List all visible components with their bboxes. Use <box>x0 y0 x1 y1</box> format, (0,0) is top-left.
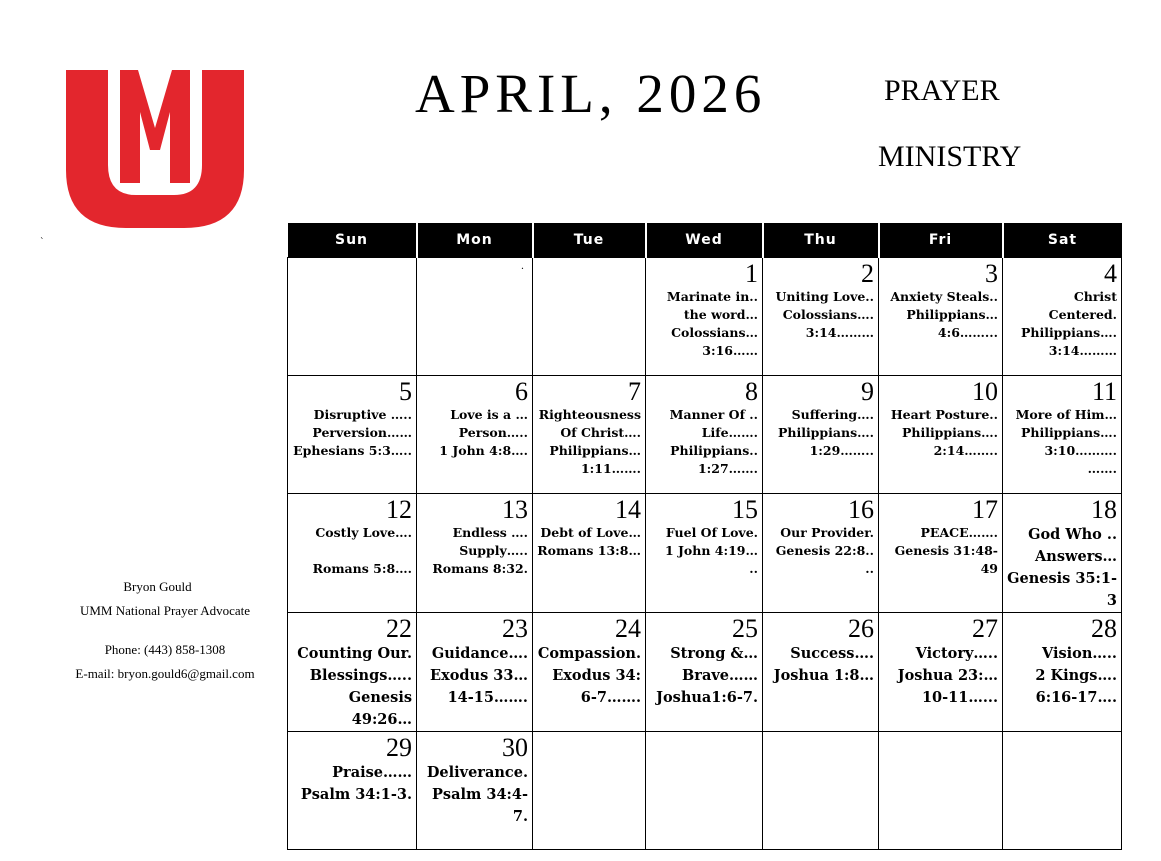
calendar-day-cell <box>763 613 879 732</box>
calendar-day-cell <box>288 732 417 850</box>
day-number: 14 <box>615 495 641 524</box>
day-number: 1 <box>745 259 758 288</box>
day-devotion-text: Uniting Love.. Colossians…. 3:14……… <box>775 289 874 340</box>
calendar-day-cell <box>879 613 1003 732</box>
calendar-day-cell <box>763 376 879 494</box>
calendar-day-cell <box>1003 494 1122 613</box>
weekday-sat: Sat <box>1003 223 1122 258</box>
day-devotion-text: Success…. Joshua 1:8… <box>773 645 874 684</box>
day-devotion-text: Guidance…. Exodus 33… 14-15……. <box>430 645 528 706</box>
day-number: 15 <box>732 495 758 524</box>
day-number: 10 <box>972 377 998 406</box>
calendar-day-cell <box>533 732 646 850</box>
calendar-week-row <box>288 732 1122 850</box>
day-devotion-text: Strong &… Brave…… Joshua1:6-7. <box>656 645 758 706</box>
day-devotion-text: Victory….. Joshua 23:… 10-11…... <box>897 645 998 706</box>
calendar-day-cell <box>1003 258 1122 376</box>
day-number: 18 <box>1091 495 1117 524</box>
day-devotion-text: Compassion. Exodus 34: 6-7……. <box>537 645 641 706</box>
day-devotion-text: Christ Centered. Philippians…. 3:14……… <box>1020 289 1117 358</box>
day-devotion-text: Our Provider. Genesis 22:8.. .. <box>775 525 874 576</box>
contact-email: E-mail: bryon.gould6@gmail.com <box>75 666 255 681</box>
calendar-day-cell <box>879 732 1003 850</box>
calendar-day-cell <box>288 613 417 732</box>
day-number: 8 <box>745 377 758 406</box>
weekday-thu: Thu <box>763 223 879 258</box>
day-devotion-text: Endless …. Supply….. Romans 8:32. <box>432 525 528 576</box>
calendar-day-cell <box>879 258 1003 376</box>
calendar-week-row <box>288 376 1122 494</box>
weekday-tue: Tue <box>533 223 646 258</box>
calendar-day-cell <box>646 494 763 613</box>
day-number: 3 <box>985 259 998 288</box>
calendar-day-cell <box>533 258 646 376</box>
day-number: 13 <box>502 495 528 524</box>
calendar-day-cell <box>417 376 533 494</box>
calendar-day-cell <box>646 613 763 732</box>
calendar-week-row <box>288 613 1122 732</box>
calendar-day-cell <box>417 494 533 613</box>
day-number: 2 <box>861 259 874 288</box>
contact-block <box>40 575 290 686</box>
ministry-title-line2: MINISTRY <box>878 140 1022 173</box>
day-number: 9 <box>861 377 874 406</box>
calendar-day-cell <box>533 494 646 613</box>
day-number: 4 <box>1104 259 1117 288</box>
day-devotion-text: Righteousness Of Christ…. Philippians… 1:11……. <box>538 407 641 476</box>
umm-logo <box>66 70 244 228</box>
calendar-grid <box>287 223 1122 850</box>
calendar-day-cell <box>417 613 533 732</box>
weekday-wed: Wed <box>646 223 763 258</box>
calendar-day-cell <box>763 258 879 376</box>
calendar-day-cell <box>288 258 417 376</box>
day-number: 25 <box>732 614 758 643</box>
day-number: 7 <box>628 377 641 406</box>
day-number: 12 <box>386 495 412 524</box>
day-devotion-text: Marinate in.. the word… Colossians… 3:16…… <box>666 289 758 358</box>
calendar-day-cell <box>1003 613 1122 732</box>
day-devotion-text: Heart Posture.. Philippians…. 2:14…….. <box>890 407 998 458</box>
calendar-day-cell <box>417 258 533 376</box>
day-number: 11 <box>1091 377 1117 406</box>
weekday-header-row <box>288 223 1122 258</box>
day-devotion-text: More of Him… Philippians…. 3:10………. ……. <box>1015 407 1117 476</box>
day-devotion-text: Counting Our. Blessings….. Genesis 49:26… <box>297 645 412 728</box>
day-number: 16 <box>848 495 874 524</box>
day-devotion-text: Debt of Love… Romans 13:8… <box>537 525 641 558</box>
stray-dot: . <box>520 261 524 272</box>
day-number: 26 <box>848 614 874 643</box>
calendar-day-cell <box>417 732 533 850</box>
day-devotion-text: God Who .. Answers… Genesis 35:1-3 <box>1007 526 1117 609</box>
calendar-day-cell <box>879 494 1003 613</box>
weekday-fri: Fri <box>879 223 1003 258</box>
calendar-day-cell <box>646 376 763 494</box>
day-number: 5 <box>399 377 412 406</box>
calendar-day-cell <box>1003 732 1122 850</box>
calendar-day-cell <box>533 376 646 494</box>
contact-name: Bryon Gould <box>123 579 192 594</box>
month-title: APRIL, 2026 <box>415 63 767 124</box>
calendar-week-row <box>288 258 1122 376</box>
day-number: 22 <box>386 614 412 643</box>
stray-mark: ` <box>40 238 45 248</box>
day-devotion-text: Anxiety Steals.. Philippians… 4:6……... <box>890 289 998 340</box>
ministry-title-line1: PRAYER <box>884 74 1000 107</box>
day-devotion-text: Deliverance. Psalm 34:4-7. <box>426 764 528 825</box>
calendar-day-cell <box>763 494 879 613</box>
day-number: 23 <box>502 614 528 643</box>
day-devotion-text: PEACE……. Genesis 31:48-49 <box>894 525 998 576</box>
day-number: 27 <box>972 614 998 643</box>
day-devotion-text: Disruptive ….. Perversion…… Ephesians 5:3….. <box>293 407 412 458</box>
day-number: 30 <box>502 733 528 762</box>
day-devotion-text: Suffering…. Philippians…. 1:29…….. <box>777 407 874 458</box>
calendar-day-cell <box>879 376 1003 494</box>
calendar-day-cell <box>646 732 763 850</box>
day-devotion-text: Praise…… Psalm 34:1-3. <box>300 764 412 803</box>
weekday-sun: Sun <box>288 223 417 258</box>
calendar-weeks <box>288 258 1122 850</box>
weekday-mon: Mon <box>417 223 533 258</box>
calendar-day-cell <box>646 258 763 376</box>
day-number: 29 <box>386 733 412 762</box>
calendar-day-cell <box>1003 376 1122 494</box>
calendar-week-row <box>288 494 1122 613</box>
day-devotion-text: Costly Love…. Romans 5:8…. <box>312 525 412 576</box>
day-devotion-text: Love is a … Person….. 1 John 4:8…. <box>439 407 528 458</box>
calendar-day-cell <box>763 732 879 850</box>
contact-phone: Phone: (443) 858-1308 <box>104 642 226 657</box>
calendar-day-cell <box>288 376 417 494</box>
day-devotion-text: Vision….. 2 Kings…. 6:16-17…. <box>1035 645 1117 706</box>
day-number: 24 <box>615 614 641 643</box>
day-devotion-text: Fuel Of Love. 1 John 4:19… .. <box>664 525 758 576</box>
calendar-day-cell <box>288 494 417 613</box>
calendar-day-cell <box>533 613 646 732</box>
day-number: 17 <box>972 495 998 524</box>
day-number: 6 <box>515 377 528 406</box>
day-devotion-text: Manner Of .. Life……. Philippians.. 1:27……. <box>669 407 758 476</box>
contact-role: UMM National Prayer Advocate <box>79 603 251 618</box>
day-number: 28 <box>1091 614 1117 643</box>
